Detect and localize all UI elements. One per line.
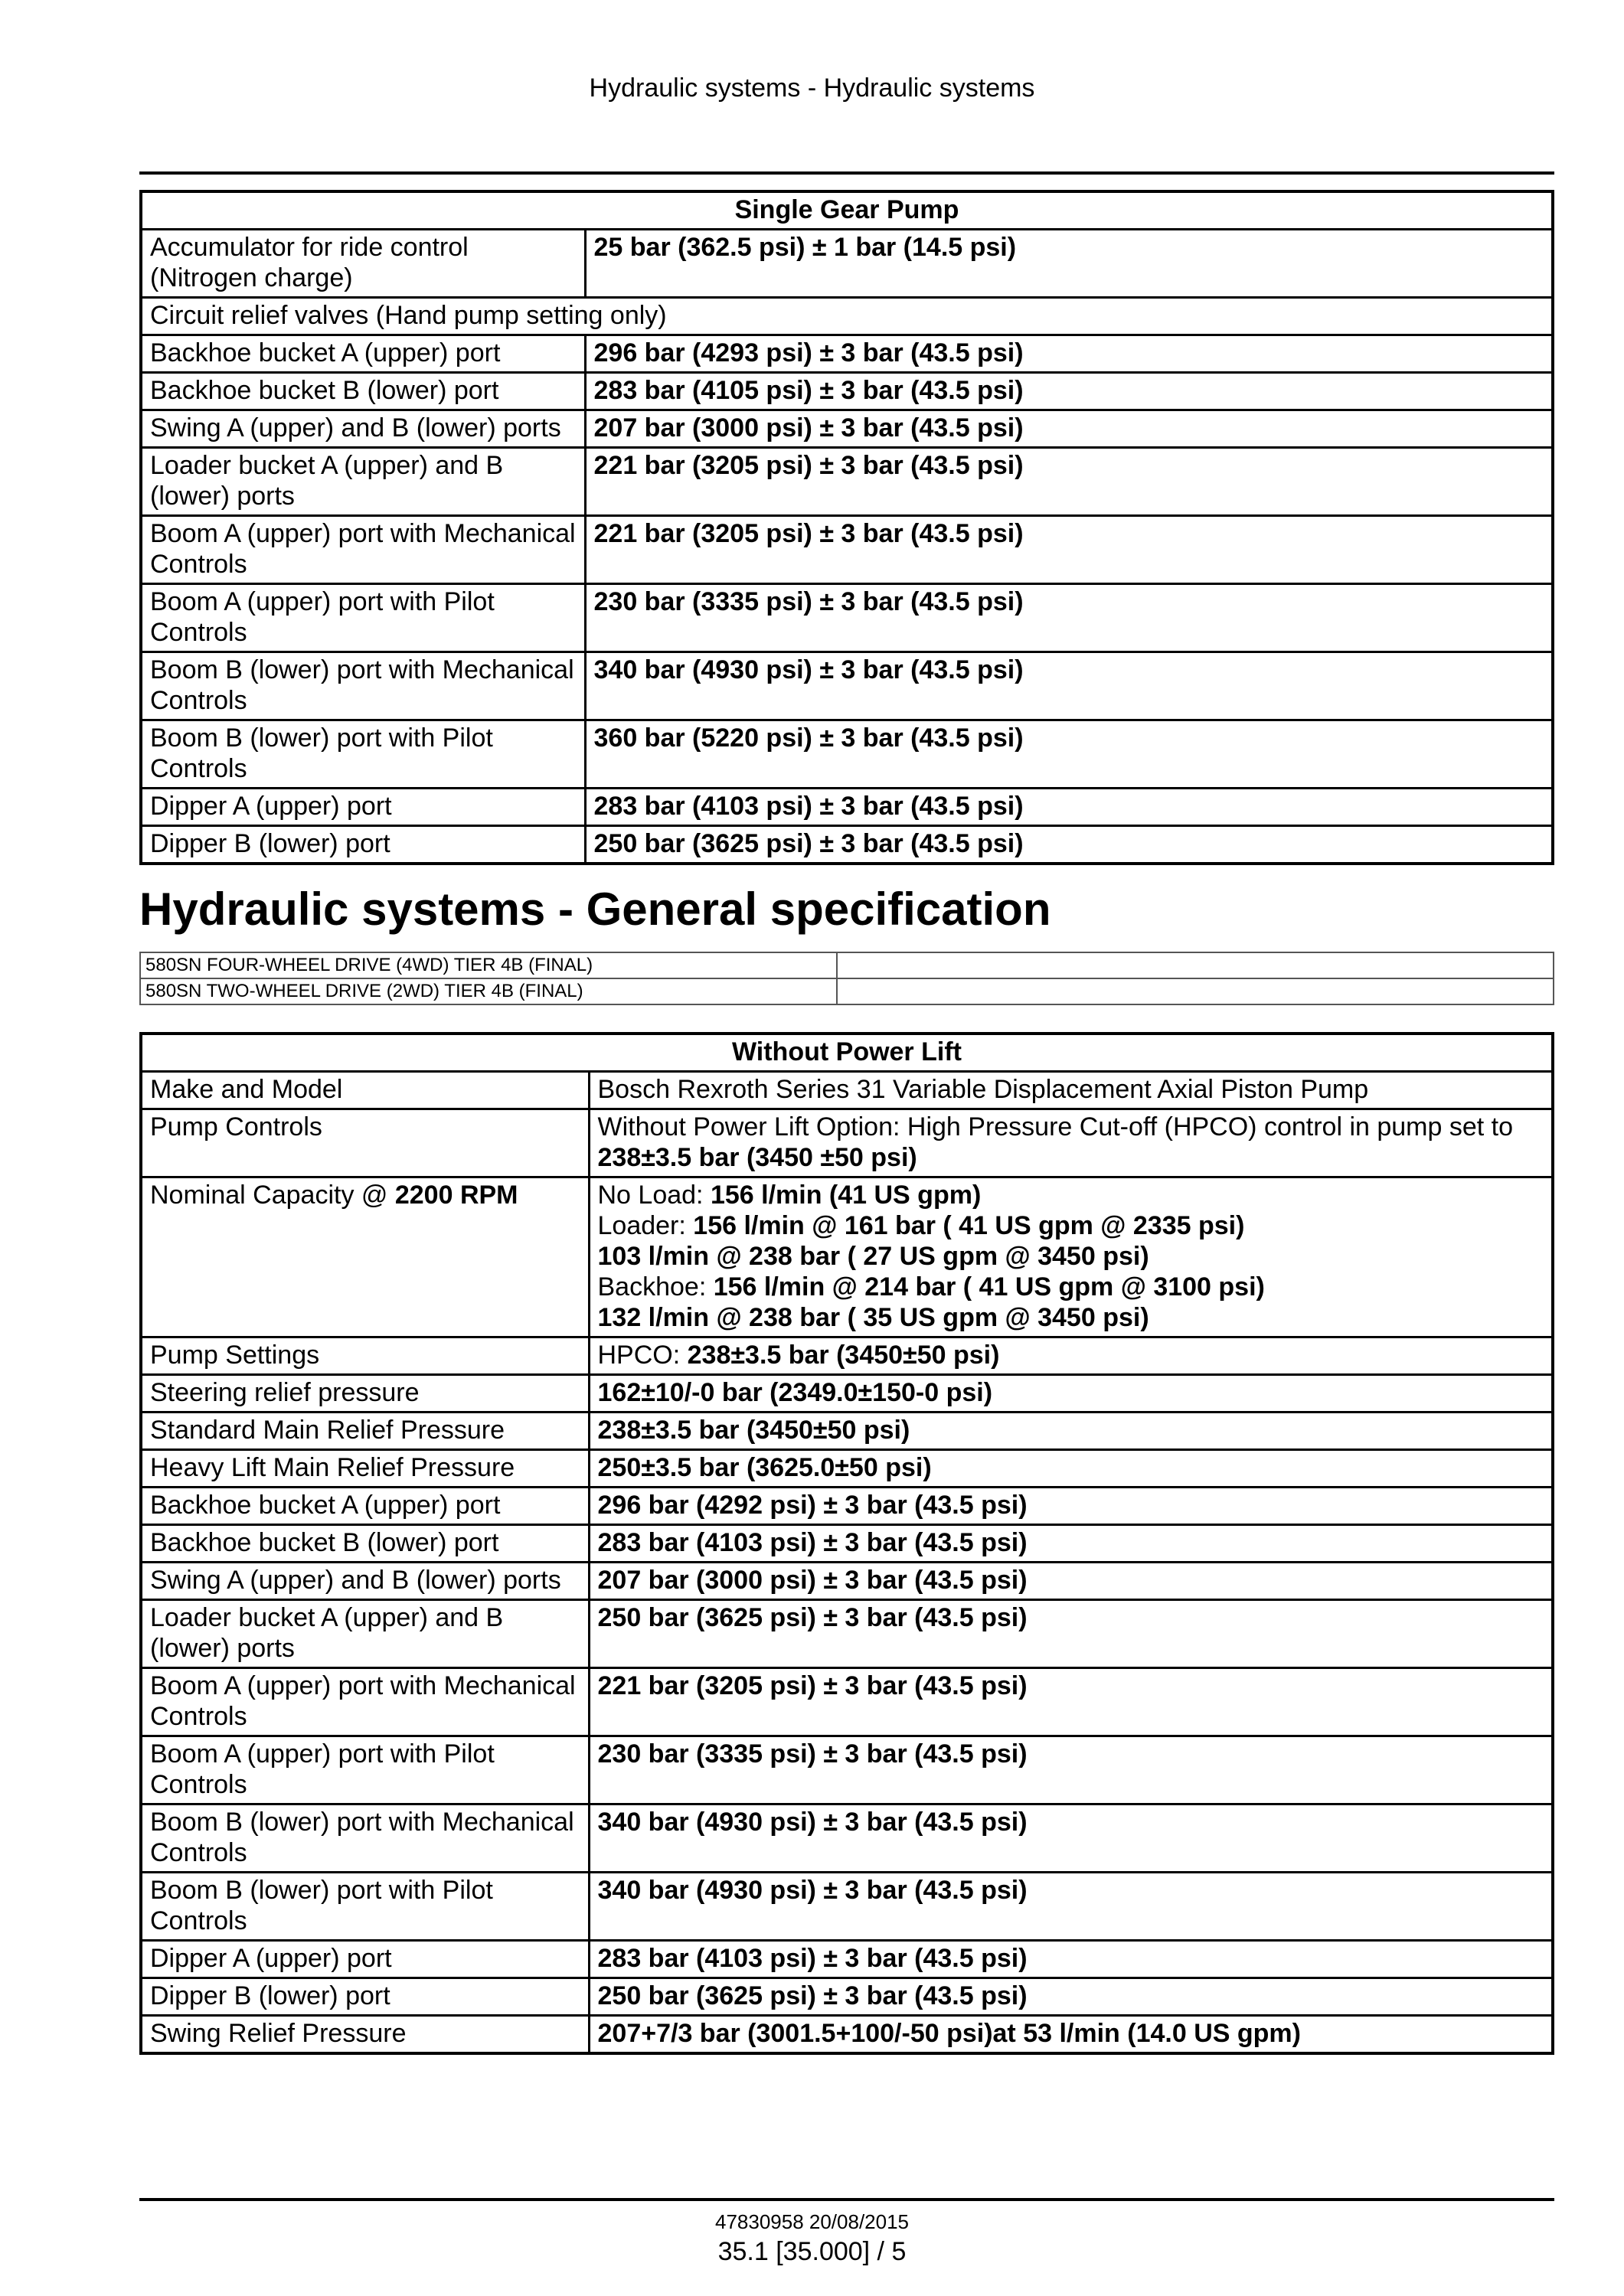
spec-label: Boom B (lower) port with Pilot Controls <box>141 1873 589 1941</box>
spec-value: 340 bar (4930 psi) ± 3 bar (43.5 psi) <box>585 652 1553 720</box>
spec-value <box>589 1337 1553 1375</box>
table-row <box>141 1978 1553 2016</box>
spec-value: 296 bar (4292 psi) ± 3 bar (43.5 psi) <box>589 1488 1553 1525</box>
backhoe-label: Backhoe: <box>597 1272 707 1302</box>
spec-label <box>141 1177 589 1337</box>
spec-label: Boom A (upper) port with Pilot Controls <box>141 1736 589 1804</box>
model-value <box>837 978 1554 1004</box>
spec-value: 221 bar (3205 psi) ± 3 bar (43.5 psi) <box>585 448 1553 516</box>
spec-label: Heavy Lift Main Relief Pressure <box>141 1450 589 1488</box>
table-row <box>141 1804 1553 1873</box>
table-row <box>141 584 1553 652</box>
table-row <box>141 335 1553 373</box>
spec-label: Accumulator for ride control (Nitrogen charge) <box>141 230 585 298</box>
spec-value: Bosch Rexroth Series 31 Variable Displacement Axial Piston Pump <box>589 1072 1553 1109</box>
table-title: Without Power Lift <box>141 1034 1553 1072</box>
spec-label: Boom A (upper) port with Mechanical Controls <box>141 516 585 584</box>
spec-label: Backhoe bucket B (lower) port <box>141 373 585 410</box>
table-row <box>141 1736 1553 1804</box>
spec-label: Backhoe bucket A (upper) port <box>141 1488 589 1525</box>
spec-value: 340 bar (4930 psi) ± 3 bar (43.5 psi) <box>589 1804 1553 1873</box>
spec-label: Dipper B (lower) port <box>141 1978 589 2016</box>
loader-line <box>598 1210 1544 1241</box>
spec-label: Boom B (lower) port with Mechanical Controls <box>141 1804 589 1873</box>
spec-label: Steering relief pressure <box>141 1375 589 1413</box>
loader-line-2: 103 l/min @ 238 bar ( 27 US gpm @ 3450 psi) <box>597 1242 1149 1271</box>
section-heading: Hydraulic systems - General specification <box>139 883 1051 935</box>
model-value <box>837 952 1554 978</box>
table-row <box>141 1873 1553 1941</box>
spec-value: 283 bar (4105 psi) ± 3 bar (43.5 psi) <box>585 373 1553 410</box>
spec-value: 283 bar (4103 psi) ± 3 bar (43.5 psi) <box>589 1941 1553 1978</box>
spec-label: Pump Controls <box>141 1109 589 1177</box>
spec-value: 207+7/3 bar (3001.5+100/-50 psi)at 53 l/min (14.0 US gpm) <box>589 2016 1553 2054</box>
spec-label: Make and Model <box>141 1072 589 1109</box>
spec-value: 162±10/-0 bar (2349.0±150-0 psi) <box>589 1375 1553 1413</box>
spec-label: Loader bucket A (upper) and B (lower) ports <box>141 448 585 516</box>
table-row <box>141 789 1553 826</box>
spec-label: Dipper A (upper) port <box>141 1941 589 1978</box>
table-row <box>141 516 1553 584</box>
spec-label: Loader bucket A (upper) and B (lower) ports <box>141 1600 589 1668</box>
no-load-label: No Load: <box>597 1181 704 1210</box>
spec-label: Circuit relief valves (Hand pump setting only) <box>141 298 1553 335</box>
table-row <box>141 720 1553 789</box>
loader-value: 156 l/min @ 161 bar ( 41 US gpm @ 2335 psi) <box>693 1211 1245 1240</box>
table-title: Single Gear Pump <box>141 191 1553 230</box>
table-row <box>141 1072 1553 1109</box>
capacity-rpm: 2200 RPM <box>394 1181 518 1210</box>
table-row <box>141 1668 1553 1736</box>
spec-label: Backhoe bucket B (lower) port <box>141 1525 589 1563</box>
spec-value: 250 bar (3625 psi) ± 3 bar (43.5 psi) <box>589 1600 1553 1668</box>
backhoe-line <box>598 1272 1544 1302</box>
spec-value: 207 bar (3000 psi) ± 3 bar (43.5 psi) <box>585 410 1553 448</box>
table-row <box>141 230 1553 298</box>
table-row <box>141 1488 1553 1525</box>
spec-value: 230 bar (3335 psi) ± 3 bar (43.5 psi) <box>589 1736 1553 1804</box>
model-name: 580SN FOUR-WHEEL DRIVE (4WD) TIER 4B (FINAL) <box>140 952 837 978</box>
footer-rule <box>139 2198 1554 2201</box>
spec-label: Boom B (lower) port with Mechanical Controls <box>141 652 585 720</box>
spec-label: Swing A (upper) and B (lower) ports <box>141 1563 589 1600</box>
capacity-label: Nominal Capacity @ <box>150 1181 388 1210</box>
no-load-value: 156 l/min (41 US gpm) <box>710 1181 982 1210</box>
without-power-lift-table <box>139 1032 1554 2055</box>
spec-label: Swing Relief Pressure <box>141 2016 589 2054</box>
table-row <box>141 298 1553 335</box>
model-row <box>140 952 1554 978</box>
table-row <box>141 448 1553 516</box>
single-gear-pump-table <box>139 190 1554 865</box>
table-row <box>141 1450 1553 1488</box>
spec-label: Dipper B (lower) port <box>141 826 585 864</box>
model-name: 580SN TWO-WHEEL DRIVE (2WD) TIER 4B (FINAL) <box>140 978 837 1004</box>
backhoe-line-2: 132 l/min @ 238 bar ( 35 US gpm @ 3450 psi) <box>597 1303 1149 1332</box>
loader-label: Loader: <box>597 1211 686 1240</box>
pump-settings-value: 238±3.5 bar (3450±50 psi) <box>687 1341 1000 1370</box>
spec-value: 283 bar (4103 psi) ± 3 bar (43.5 psi) <box>585 789 1553 826</box>
model-row <box>140 978 1554 1004</box>
table-row <box>141 1413 1553 1450</box>
spec-value: 296 bar (4293 psi) ± 3 bar (43.5 psi) <box>585 335 1553 373</box>
pump-controls-value: 238±3.5 bar (3450 ±50 psi) <box>597 1143 917 1172</box>
header-rule <box>139 171 1554 175</box>
table-row <box>141 373 1553 410</box>
spec-value: 221 bar (3205 psi) ± 3 bar (43.5 psi) <box>585 516 1553 584</box>
model-applicability-table <box>139 952 1554 1005</box>
pump-settings-prefix: HPCO: <box>597 1341 681 1370</box>
spec-value <box>589 1109 1553 1177</box>
spec-label: Boom A (upper) port with Mechanical Controls <box>141 1668 589 1736</box>
spec-label: Backhoe bucket A (upper) port <box>141 335 585 373</box>
backhoe-value: 156 l/min @ 214 bar ( 41 US gpm @ 3100 psi) <box>713 1272 1265 1302</box>
spec-value: 221 bar (3205 psi) ± 3 bar (43.5 psi) <box>589 1668 1553 1736</box>
spec-value: 250 bar (3625 psi) ± 3 bar (43.5 psi) <box>585 826 1553 864</box>
spec-value: 250 bar (3625 psi) ± 3 bar (43.5 psi) <box>589 1978 1553 2016</box>
spec-label: Standard Main Relief Pressure <box>141 1413 589 1450</box>
table-row <box>141 652 1553 720</box>
table-row <box>141 1941 1553 1978</box>
spec-label: Swing A (upper) and B (lower) ports <box>141 410 585 448</box>
spec-value: 250±3.5 bar (3625.0±50 psi) <box>589 1450 1553 1488</box>
spec-label: Dipper A (upper) port <box>141 789 585 826</box>
no-load-line <box>598 1180 1544 1210</box>
table-row <box>141 1337 1553 1375</box>
page-number: 35.1 [35.000] / 5 <box>717 2237 907 2266</box>
table-row <box>141 1109 1553 1177</box>
spec-label: Boom B (lower) port with Pilot Controls <box>141 720 585 789</box>
table-row <box>141 1563 1553 1600</box>
spec-value: 207 bar (3000 psi) ± 3 bar (43.5 psi) <box>589 1563 1553 1600</box>
table-row <box>141 1600 1553 1668</box>
spec-value: 25 bar (362.5 psi) ± 1 bar (14.5 psi) <box>585 230 1553 298</box>
table-row <box>141 1375 1553 1413</box>
table-row <box>141 826 1553 864</box>
page-header: Hydraulic systems - Hydraulic systems <box>589 73 1035 103</box>
spec-value: 230 bar (3335 psi) ± 3 bar (43.5 psi) <box>585 584 1553 652</box>
spec-value <box>589 1177 1553 1337</box>
table-row <box>141 1177 1553 1337</box>
pump-controls-text: Without Power Lift Option: High Pressure Cut-off (HPCO) control in pump set to <box>597 1112 1514 1141</box>
spec-value: 283 bar (4103 psi) ± 3 bar (43.5 psi) <box>589 1525 1553 1563</box>
table-row <box>141 410 1553 448</box>
spec-value: 340 bar (4930 psi) ± 3 bar (43.5 psi) <box>589 1873 1553 1941</box>
spec-label: Boom A (upper) port with Pilot Controls <box>141 584 585 652</box>
spec-value: 360 bar (5220 psi) ± 3 bar (43.5 psi) <box>585 720 1553 789</box>
spec-label: Pump Settings <box>141 1337 589 1375</box>
table-row <box>141 1525 1553 1563</box>
table-row <box>141 2016 1553 2054</box>
document-id: 47830958 20/08/2015 <box>714 2210 910 2233</box>
spec-value: 238±3.5 bar (3450±50 psi) <box>589 1413 1553 1450</box>
